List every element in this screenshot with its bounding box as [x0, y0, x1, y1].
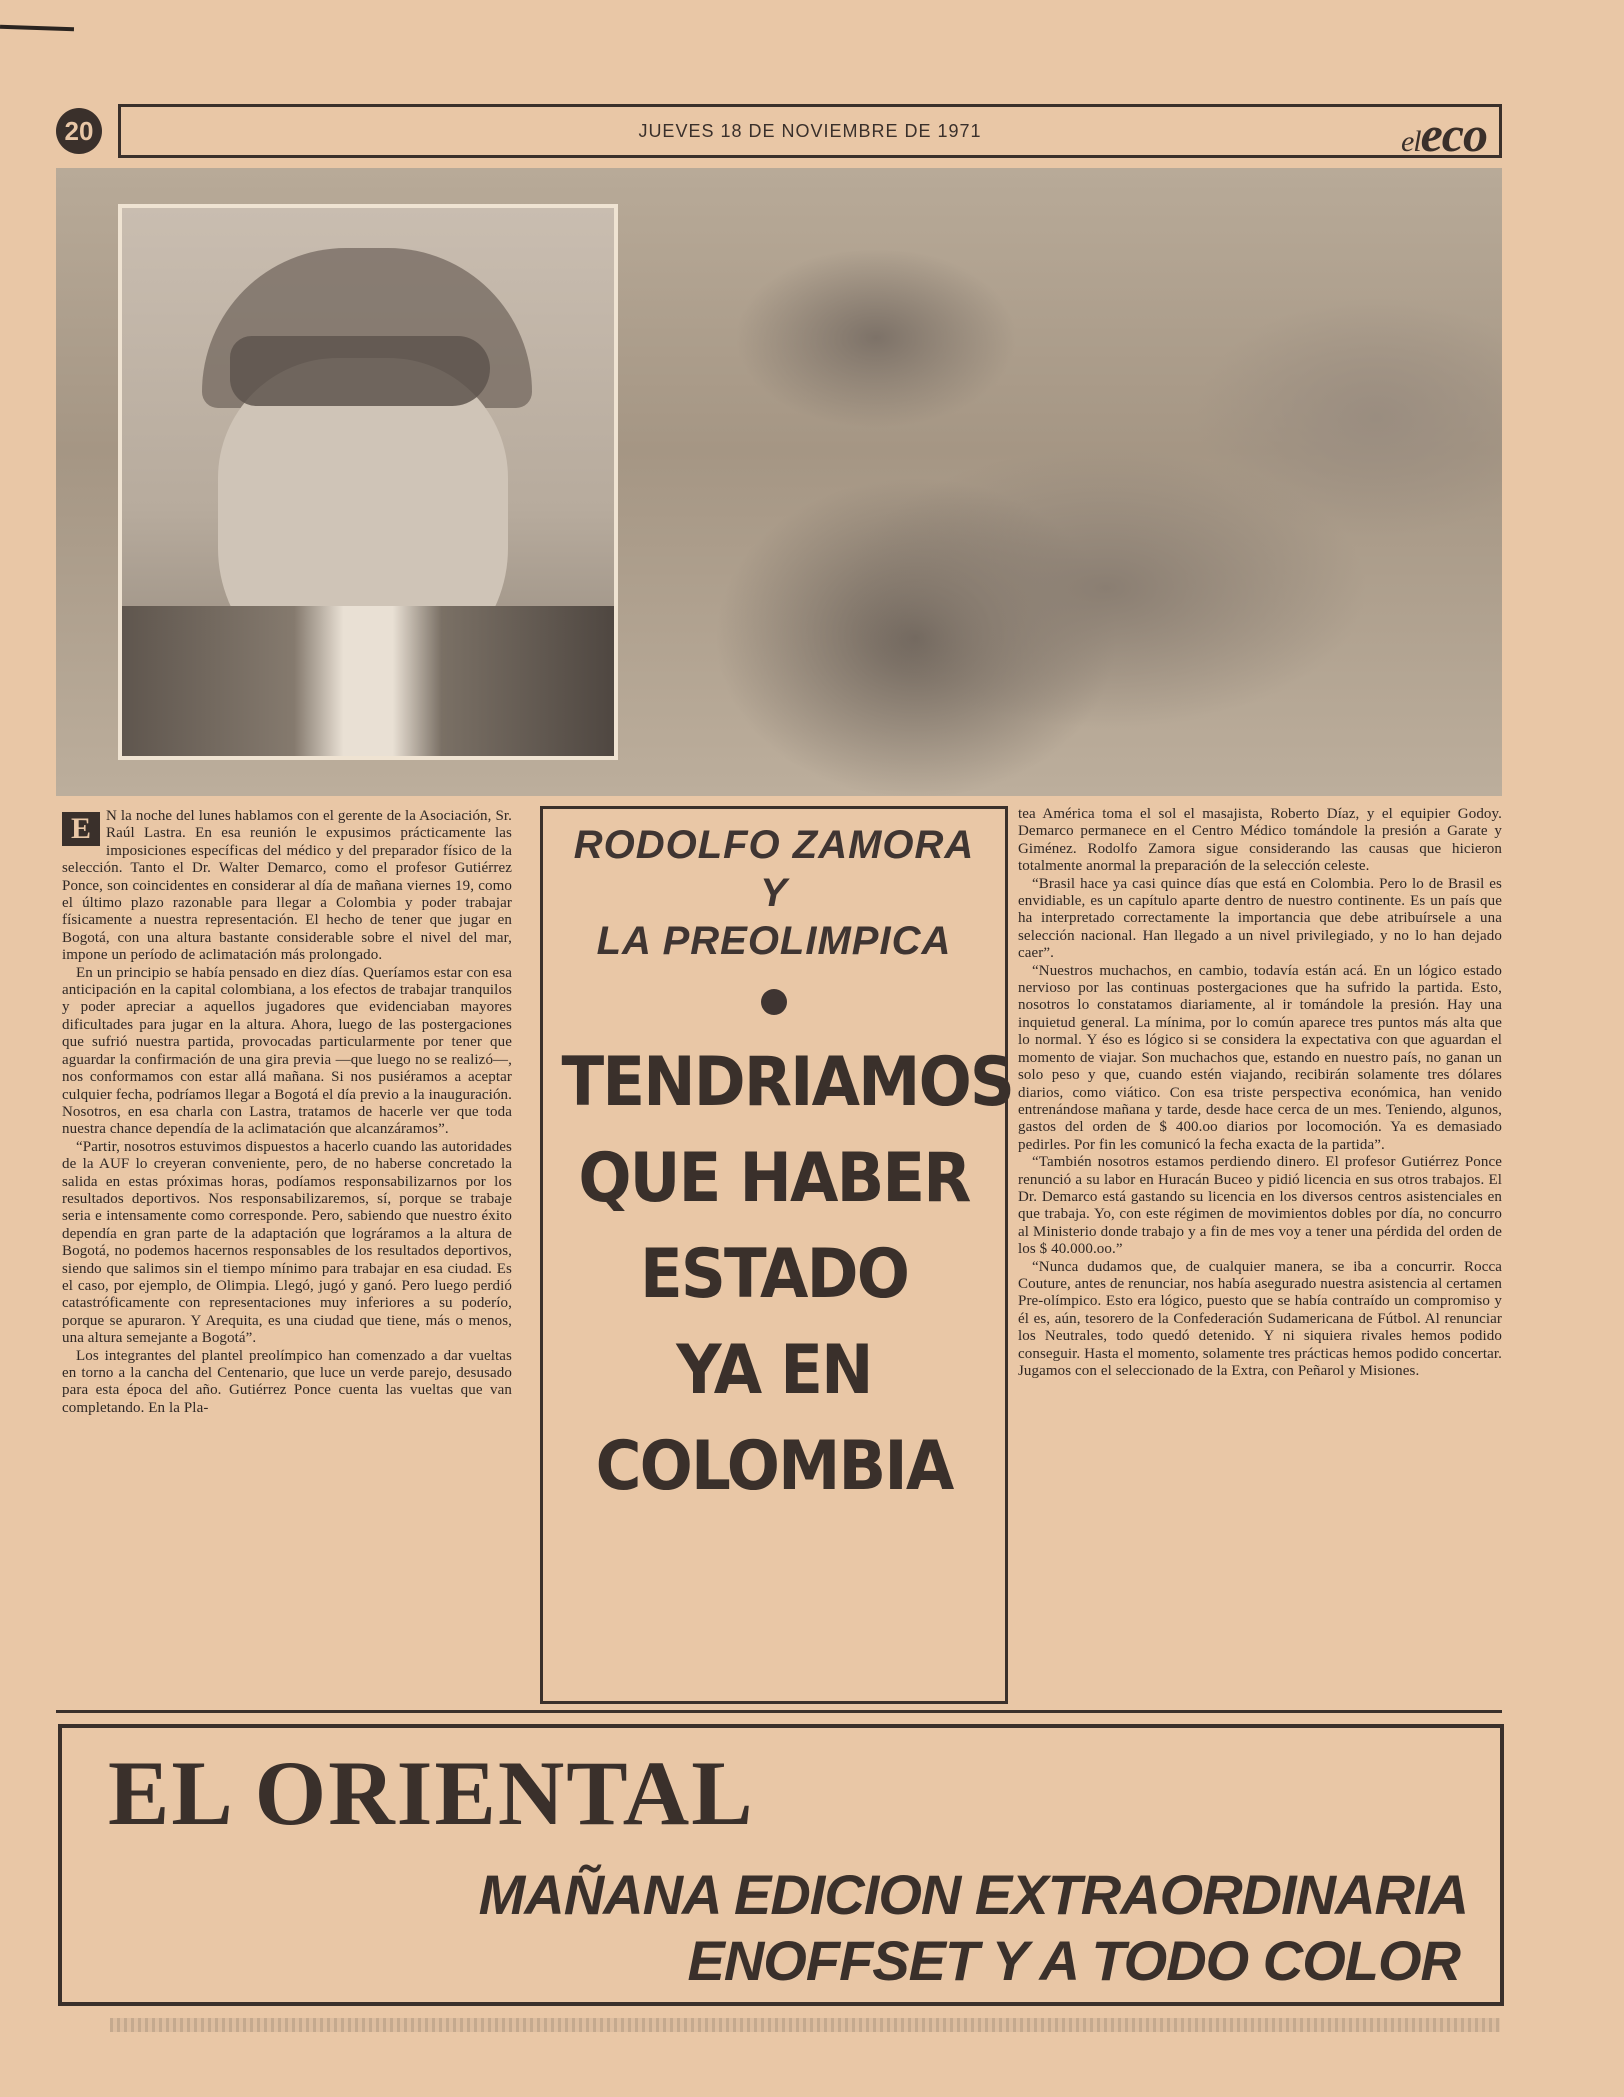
paragraph: “Partir, nosotros estuvimos dispuestos a hacerlo cuando las autoridades de la AUF lo creyeran conveniente, pero, de no haberse concretado la salida en estas próximas horas, podíamos responsabilizarnos por los resultados deportivos. Nos responsabilizaremos, sí, porque se trabaje seria e intensamente como corresponde. Pero, sabiendo que nuestro éxito dependía en gran parte de la adaptación que lográramos a la altura de Bogotá, no podemos hacernos responsables de los resultados deportivos, siendo que salimos sin el tiempo mínimo para trabajar en esa ciudad. Es el caso, por ejemplo, de Olimpia. Llegó, jugó y ganó. Pero luego perdió catastróficamente con representaciones muy inferiores a su poderío, porque se apuraron. Y Arequita, es una ciudad que tiene, más o menos, una altura semejante a Bogotá”.	[62, 1138, 512, 1347]
paragraph: tea América toma el sol el masajista, Roberto Díaz, y el equipier Godoy. Demarco permanece en el Centro Médico tomándole la presión a Garate y Giménez. Rodolfo Zamora sigue considerando las causas que hicieron totalmente anormal la preparación de la selección celeste.	[1018, 806, 1502, 875]
portrait-suit	[122, 606, 614, 756]
headline-line: TENDRIAMOS	[561, 1043, 1014, 1122]
paragraph: En un principio se había pensado en diez días. Queríamos estar con esa anticipación en la capital colombiana, a los efectos de trabajar tranquilos y poder apreciar a aquellos jugadores que evidenciaban mayores dificultades para jugar en la altura. Ahora, luego de las postergaciones que sufrió nuestra partida, provocadas particularmente por tener que aguardar la confirmación de una gira previa —que luego no se realizó—, nos conformamos con estar allá mañana. Si nos pusiéramos a aceptar culquier fecha, podríamos llegar a Bogotá el día previo a la inauguración. Nosotros, en esa charla con Lastra, tratamos de hacerle ver que toda nuestra chance dependía de la aclimatación que alcanzáramos”.	[62, 964, 512, 1138]
newspaper-logo	[1401, 105, 1487, 163]
portrait-sunglasses	[230, 336, 490, 406]
logo-prefix: el	[1400, 125, 1421, 158]
paragraph: E N la noche del lunes hablamos con el gerente de la Asociación, Sr. Raúl Lastra. En esa reunión le expusimos prácticamente las imposiciones específicas del médico y del preparador físico de la selección. Tanto el Dr. Walter Demarco, como el profesor Gutiérrez Ponce, son coincidentes en considerar al día de mañana viernes 19, como el último plazo razonable para llegar a Colombia y poder trabajar físicamente a nuestra representación. El hecho de tener que jugar en Bogotá, con una altura bastante considerable sobre el nivel del mar, impone un período de aclimatación más prolongado.	[62, 808, 512, 964]
subheadline	[543, 821, 1005, 965]
headline-line: ESTADO	[639, 1235, 909, 1314]
paragraph: “Nunca dudamos que, de cualquier manera, se iba a concurrir. Rocca Couture, antes de renunciar, nos había asegurado nuestra asistencia al certamen Pre-olímpico. Esto era lógico, puesto que se había contraído un compromiso y él es, aún, tesorero de la Confederación Sudamericana de Fútbol. Al renunciar los Neutrales, todo quedó detenido. Y ni siquiera rivales hemos podido conseguir. Hasta el momento, solamente tres prácticas hemos podido concertar. Jugamos con el seleccionado de la Extra, con Peñarol y Misiones.	[1018, 1258, 1502, 1379]
dropcap: E	[62, 812, 100, 846]
logo-main: eco	[1420, 106, 1487, 162]
bullet-dot	[761, 989, 787, 1015]
article-column-1	[62, 808, 512, 1417]
advertisement-box	[58, 1724, 1504, 2006]
paragraph: “Brasil hace ya casi quince días que está en Colombia. Pero lo de Brasil es envidiable, es un capítulo aparte dentro de nuestro continente. Es un país que ha interpretado correctamente la importancia que debe atribuírsele a una selección nacional. Han llegado a un nivel privilegiado, y no lo han dejado caer”.	[1018, 875, 1502, 962]
headline-line: QUE HABER	[578, 1139, 970, 1218]
margin-mark	[0, 25, 74, 32]
subhead-line: RODOLFO ZAMORA	[573, 823, 975, 867]
ad-line-2: ENOFFSET Y A TODO COLOR	[687, 1929, 1460, 1992]
page-header	[118, 104, 1502, 162]
paragraph: Los integrantes del plantel preolímpico han comenzado a dar vueltas en torno a la cancha del Centenario, que luce un verde parejo, desusado para esta época del año. Gutiérrez Ponce cuenta las vueltas que van completando. En la Pla-	[62, 1347, 512, 1416]
main-headline	[561, 1035, 1014, 1515]
portrait-photo	[118, 204, 618, 760]
bottom-print-band	[110, 2018, 1500, 2032]
headline-line: COLOMBIA	[595, 1427, 953, 1506]
subhead-line: LA PREOLIMPICA	[596, 919, 952, 963]
ad-line-1: MAÑANA EDICION EXTRAORDINARIA	[478, 1863, 1468, 1926]
page-number: 20	[56, 108, 102, 154]
paragraph: “Nuestros muchachos, en cambio, todavía están acá. En un lógico estado nervioso por las continuas postergaciones que ha sufrido la partida. Esto, nosotros lo constatamos diariamente, al ir tomándole la presión. Hay una inquietud general. La mínima, por lo común aparece tres puntos más alta que lo normal. Y éso es lógico si se considera la expectativa con que aguardan el momento de viajar. Son muchachos que, estando en nuestro país, no ganan un solo peso y que, cuando estén viajando, recibirán solamente tres dólares diarios, como viático. Con esa triste perspectiva económica, han venido entrenándose mañana y tarde, desde hace cerca de un mes. Teniendo, algunos, gastos del orden de $ 400.oo diarios por locomoción. Ya es demasiado pedirles. Por fin les comunicó la fecha exacta de la partida”.	[1018, 962, 1502, 1153]
headline-line: YA EN	[676, 1331, 872, 1410]
team-training-photo	[56, 168, 1502, 796]
subhead-line: Y	[760, 871, 788, 915]
dateline: JUEVES 18 DE NOVIEMBRE DE 1971	[638, 121, 982, 141]
divider	[56, 1710, 1502, 1713]
article-column-3	[1018, 806, 1502, 1380]
headline-box	[540, 806, 1014, 1704]
paragraph: “También nosotros estamos perdiendo dinero. El profesor Gutiérrez Ponce renunció a su labor en Huracán Buceo y pidió licencia en sus otros trabajos. El Dr. Demarco está gastando su licencia en los diversos centros asistenciales en que trabaja. Yo, con este régimen de movimientos dobles por día, no concurro al Ministerio donde trabajo y a fin de mes voy a tener una pérdida del orden de los $ 40.000.oo.”	[1018, 1154, 1502, 1258]
ad-title: EL ORIENTAL	[108, 1742, 755, 1844]
